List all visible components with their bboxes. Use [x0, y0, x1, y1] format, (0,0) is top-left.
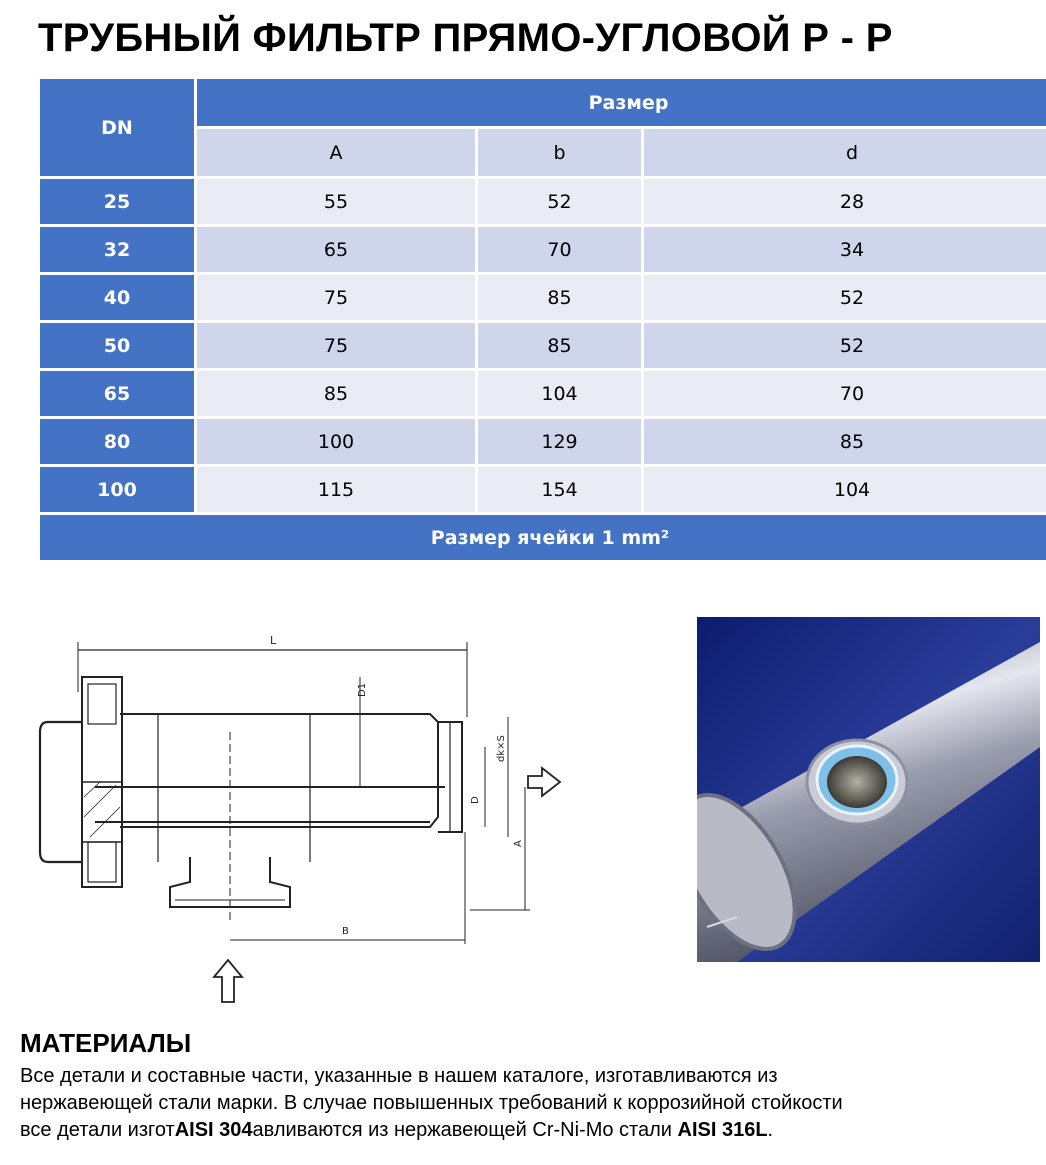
row-dn: 80 [39, 418, 196, 466]
dimensions-table [37, 76, 1046, 563]
table-row [39, 418, 1046, 466]
materials-line-3e: . [767, 1119, 774, 1141]
cell-b: 104 [477, 370, 643, 418]
row-dn: 50 [39, 322, 196, 370]
cell-b: 85 [477, 274, 643, 322]
cell-a: 75 [196, 274, 477, 322]
materials-line-2: нержавеющей стали марки. В случае повышенных требований к коррозийной стойкости [20, 1092, 843, 1114]
cell-b: 70 [477, 226, 643, 274]
materials-line-3c: авливаются из нержавеющей Cr-Ni-Mo стали [252, 1119, 678, 1141]
column-header-a: A [196, 128, 477, 178]
cell-d: 52 [643, 274, 1046, 322]
product-photo [697, 617, 1040, 962]
cell-a: 115 [196, 466, 477, 514]
row-dn: 100 [39, 466, 196, 514]
row-dn: 25 [39, 178, 196, 226]
materials-line-1: Все детали и составные части, указанные в нашем каталоге, изготавливаются из [20, 1065, 778, 1087]
cell-a: 100 [196, 418, 477, 466]
cell-d: 34 [643, 226, 1046, 274]
table-row [39, 466, 1046, 514]
table-row [39, 178, 1046, 226]
dim-label-l: L [270, 634, 277, 647]
cell-a: 75 [196, 322, 477, 370]
cell-d: 70 [643, 370, 1046, 418]
row-dn: 40 [39, 274, 196, 322]
table-row [39, 274, 1046, 322]
cell-b: 154 [477, 466, 643, 514]
dim-label-dk: dk×S [496, 735, 507, 762]
materials-text [20, 1063, 1030, 1144]
materials-aisi-316l: AISI 316L [677, 1119, 768, 1141]
materials-line-3a: все детали изгот [20, 1119, 175, 1141]
cell-b: 85 [477, 322, 643, 370]
outlet-arrow-icon [528, 768, 560, 796]
cell-a: 65 [196, 226, 477, 274]
dim-label-d: D [470, 796, 481, 804]
row-dn: 32 [39, 226, 196, 274]
cell-a: 55 [196, 178, 477, 226]
dim-label-d1: D1 [357, 682, 368, 697]
materials-aisi-304: AISI 304 [174, 1119, 253, 1141]
technical-drawing [20, 622, 580, 1012]
inlet-arrow-icon [214, 960, 242, 1002]
mesh-size-footer: Размер ячейки 1 mm² [39, 514, 1046, 562]
cell-b: 52 [477, 178, 643, 226]
size-header: Размер [196, 78, 1046, 128]
materials-section [20, 1028, 1030, 1144]
table-row [39, 322, 1046, 370]
table-row [39, 226, 1046, 274]
cell-d: 104 [643, 466, 1046, 514]
page-title: ТРУБНЫЙ ФИЛЬТР ПРЯМО-УГЛОВОЙ Р - Р [38, 16, 893, 60]
row-dn: 65 [39, 370, 196, 418]
cell-a: 85 [196, 370, 477, 418]
cell-b: 129 [477, 418, 643, 466]
dn-header: DN [39, 78, 196, 178]
cell-d: 28 [643, 178, 1046, 226]
cell-d: 52 [643, 322, 1046, 370]
column-header-d: d [643, 128, 1046, 178]
materials-heading: МАТЕРИАЛЫ [20, 1028, 192, 1058]
column-header-b: b [477, 128, 643, 178]
dim-label-b: B [342, 926, 349, 937]
table-row [39, 370, 1046, 418]
cell-d: 85 [643, 418, 1046, 466]
dim-label-a: A [513, 840, 524, 847]
